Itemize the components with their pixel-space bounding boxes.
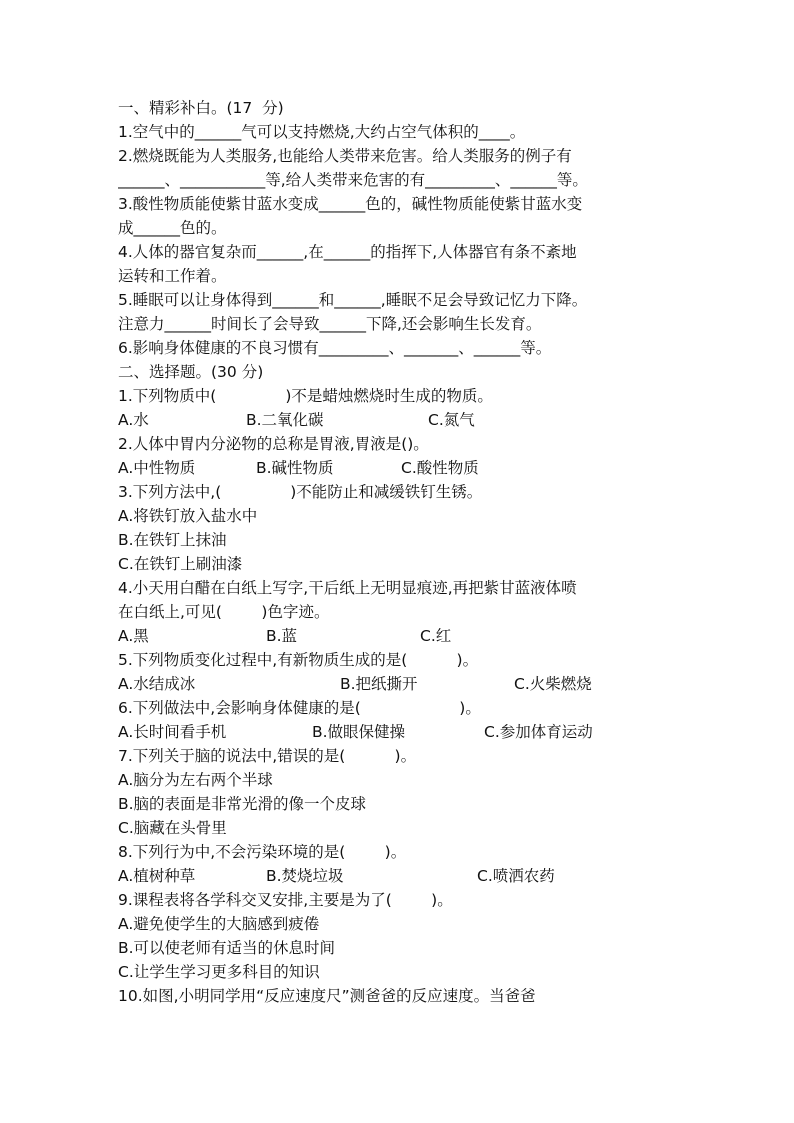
s2-question-8-options (118, 864, 688, 888)
s2-question-3-stem: 3.下列方法中,( )不能防止和减缓铁钉生锈。 (118, 483, 483, 501)
s1-question-4-line-2: 运转和工作着。 (118, 267, 227, 285)
option-a: A.脑分为左右两个半球 (118, 771, 273, 789)
s1-question-1: 1.空气中的______气可以支持燃烧,大约占空气体积的____。 (118, 123, 526, 141)
option-c: C.酸性物质 (401, 459, 479, 477)
option-b: B.可以使老师有适当的休息时间 (118, 939, 336, 957)
section-1-title: 一、精彩补白。(17 分) (118, 99, 284, 117)
s2-question-10-stem: 10.如图,小明同学用“反应速度尺”测爸爸的反应速度。当爸爸 (118, 987, 536, 1005)
s2-question-1-stem: 1.下列物质中( )不是蜡烛燃烧时生成的物质。 (118, 387, 493, 405)
s1-question-5-line-2: 注意力______时间长了会导致______下降,还会影响生长发育。 (118, 315, 542, 333)
s1-question-2-line-1: 2.燃烧既能为人类服务,也能给人类带来危害。给人类服务的例子有 (118, 147, 572, 165)
option-b: B.脑的表面是非常光滑的像一个皮球 (118, 795, 367, 813)
s1-question-4-line-1: 4.人体的器官复杂而______,在______的指挥下,人体器官有条不紊地 (118, 243, 577, 261)
option-c: C.参加体育运动 (484, 723, 593, 741)
option-a: A.将铁钉放入盐水中 (118, 507, 258, 525)
option-a: A.长时间看手机 (118, 723, 227, 741)
option-a: A.水结成冰 (118, 675, 196, 693)
s1-question-2-line-2: ______、___________等,给人类带来危害的有_________、______等。 (118, 171, 588, 189)
s2-question-8-stem: 8.下列行为中,不会污染环境的是( )。 (118, 843, 407, 861)
option-b: B.二氧化碳 (246, 411, 324, 429)
option-c: C.喷洒农药 (477, 867, 555, 885)
s2-question-4-options (118, 624, 688, 648)
option-c: C.在铁钉上刷油漆 (118, 555, 243, 573)
s2-question-6-options (118, 720, 688, 744)
option-a: A.植树种草 (118, 867, 196, 885)
option-a: A.水 (118, 411, 149, 429)
option-c: C.火柴燃烧 (514, 675, 592, 693)
s1-question-5-line-1: 5.睡眠可以让身体得到______和______,睡眠不足会导致记忆力下降。 (118, 291, 588, 309)
option-b: B.蓝 (266, 627, 298, 645)
s2-question-9-stem: 9.课程表将各学科交叉安排,主要是为了( )。 (118, 891, 453, 909)
exam-content (118, 96, 688, 1008)
option-b: B.焚烧垃圾 (266, 867, 344, 885)
s1-question-6: 6.影响身体健康的不良习惯有_________、_______、______等。 (118, 339, 552, 357)
option-b: B.把纸撕开 (340, 675, 418, 693)
s1-question-3-line-2: 成______色的。 (118, 219, 227, 237)
s2-question-4-stem-line-2: 在白纸上,可见( )色字迹。 (118, 603, 330, 621)
s1-question-3-line-1: 3.酸性物质能使紫甘蓝水变成______色的，碱性物质能使紫甘蓝水变 (118, 195, 583, 213)
option-a: A.避免使学生的大脑感到疲倦 (118, 915, 320, 933)
option-b: B.在铁钉上抹油 (118, 531, 227, 549)
s2-question-1-options (118, 408, 688, 432)
option-c: C.脑藏在头骨里 (118, 819, 227, 837)
section-2-title: 二、选择题。(30 分) (118, 363, 264, 381)
s2-question-2-options (118, 456, 688, 480)
s2-question-4-stem-line-1: 4.小天用白醋在白纸上写字,干后纸上无明显痕迹,再把紫甘蓝液体喷 (118, 579, 577, 597)
s2-question-5-options (118, 672, 688, 696)
option-c: C.红 (420, 627, 452, 645)
option-c: C.让学生学习更多科目的知识 (118, 963, 320, 981)
s2-question-2-stem: 2.人体中胃内分泌物的总称是胃液,胃液是()。 (118, 435, 429, 453)
option-a: A.中性物质 (118, 459, 196, 477)
option-b: B.做眼保健操 (312, 723, 406, 741)
s2-question-5-stem: 5.下列物质变化过程中,有新物质生成的是( )。 (118, 651, 479, 669)
s2-question-7-stem: 7.下列关于脑的说法中,错误的是( )。 (118, 747, 417, 765)
option-b: B.碱性物质 (256, 459, 334, 477)
option-c: C.氮气 (428, 411, 475, 429)
option-a: A.黑 (118, 627, 149, 645)
s2-question-6-stem: 6.下列做法中,会影响身体健康的是( )。 (118, 699, 481, 717)
